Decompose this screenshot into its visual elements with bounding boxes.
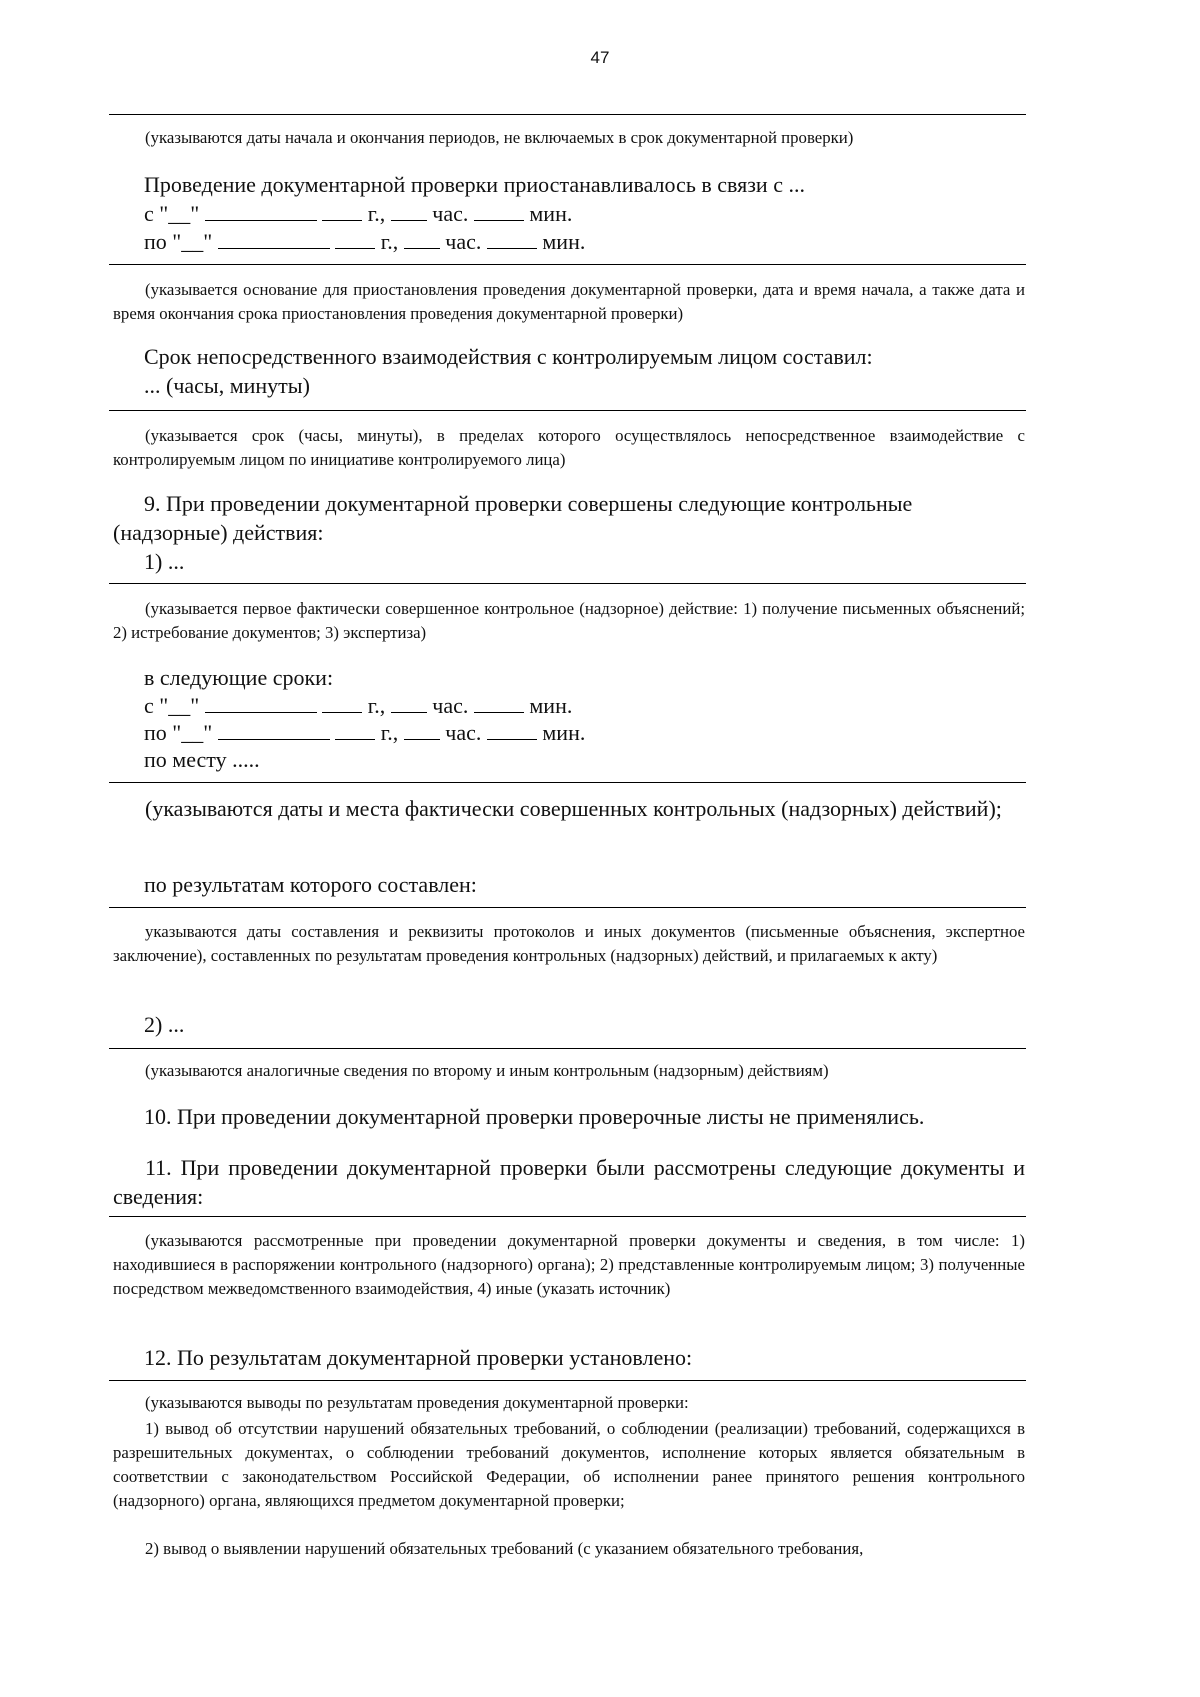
suspend-to-line: по "__" г., час. мин. [144,229,586,254]
result-heading: по результатам которого составлен: [144,872,477,897]
note-action1: (указывается первое фактически совершенное контрольное (надзорное) действие: 1) получение письменных объяснений; 2) истребование документов; 3) экспертиза) [113,599,1025,642]
blank-line [109,410,1026,411]
terms-from-line: с "__" г., час. мин. [144,693,573,718]
item12: 12. По результатам документарной проверки установлено: [144,1345,693,1370]
blank-line [109,782,1026,783]
item11: 11. При проведении документарной проверки были рассмотрены следующие документы и сведения: [113,1155,1025,1209]
blank-line [109,1216,1026,1217]
blank-line [109,583,1026,584]
note-places: (указываются даты и места фактически совершенных контрольных (надзорных) действий); [145,796,1002,821]
note-conclusion1: 1) вывод об отсутствии нарушений обязательных требований, о соблюдении (реализации) требований, содержащихся в разрешительных документах, о соблюдении требований документов, исполнение которых является обязательным в соответствии с законодательством Российской Федерации, об исполнении ранее принятого решения контрольного (надзорного) органа, являющихся предметом документарной проверки; [113,1419,1025,1510]
note-suspend: (указывается основание для приостановления проведения документарной проверки, дата и время начала, а также дата и время окончания срока приостановления проведения документарной проверки) [113,280,1025,323]
blank-line [109,114,1026,115]
place-line: по месту ..... [144,747,260,772]
blank-line [109,1380,1026,1381]
item9-line1: 9. При проведении документарной проверки совершены следующие контрольные [144,491,913,516]
blank-line [109,1048,1026,1049]
note-interaction: (указывается срок (часы, минуты), в пределах которого осуществлялось непосредственное взаимодействие с контролируемым лицом по инициативе контролируемого лица) [113,426,1025,469]
note-result: указываются даты составления и реквизиты протоколов и иных документов (письменные объяснения, экспертное заключение), составленных по результатам проведения контрольных (надзорных) действий, и прилагаемых к акту) [113,922,1025,965]
blank-line [109,907,1026,908]
item9-line2: (надзорные) действия: [113,520,324,545]
interaction-line2: ... (часы, минуты) [144,373,310,398]
note-periods: (указываются даты начала и окончания периодов, не включаемых в срок документарной проверки) [145,128,854,147]
item9-sub2: 2) ... [144,1012,185,1037]
suspend-from-line: с "__" г., час. мин. [144,201,573,226]
page-number: 47 [590,48,610,67]
blank-line [109,264,1026,265]
note-docs: (указываются рассмотренные при проведении документарной проверки документы и сведения, в том числе: 1) находившиеся в распоряжении контрольного (надзорного) органа); 2) представленные контролируемым лицом; 3) полученные посредством межведомственного взаимодействия, 4) иные (указать источник) [113,1231,1025,1298]
terms-heading: в следующие сроки: [144,665,334,690]
item10: 10. При проведении документарной проверки проверочные листы не применялись. [144,1104,925,1129]
note-other: (указываются аналогичные сведения по второму и иным контрольным (надзорным) действиям) [145,1061,829,1080]
interaction-line1: Срок непосредственного взаимодействия с контролируемым лицом составил: [144,344,873,369]
terms-to-line: по "__" г., час. мин. [144,720,586,745]
suspend-heading: Проведение документарной проверки приостанавливалось в связи с ... [144,172,805,197]
item9-sub1: 1) ... [144,549,185,574]
note-conclusion2: 2) вывод о выявлении нарушений обязательных требований (с указанием обязательного требования, [145,1539,864,1558]
note-conclusions-head: (указываются выводы по результатам проведения документарной проверки: [145,1393,689,1412]
